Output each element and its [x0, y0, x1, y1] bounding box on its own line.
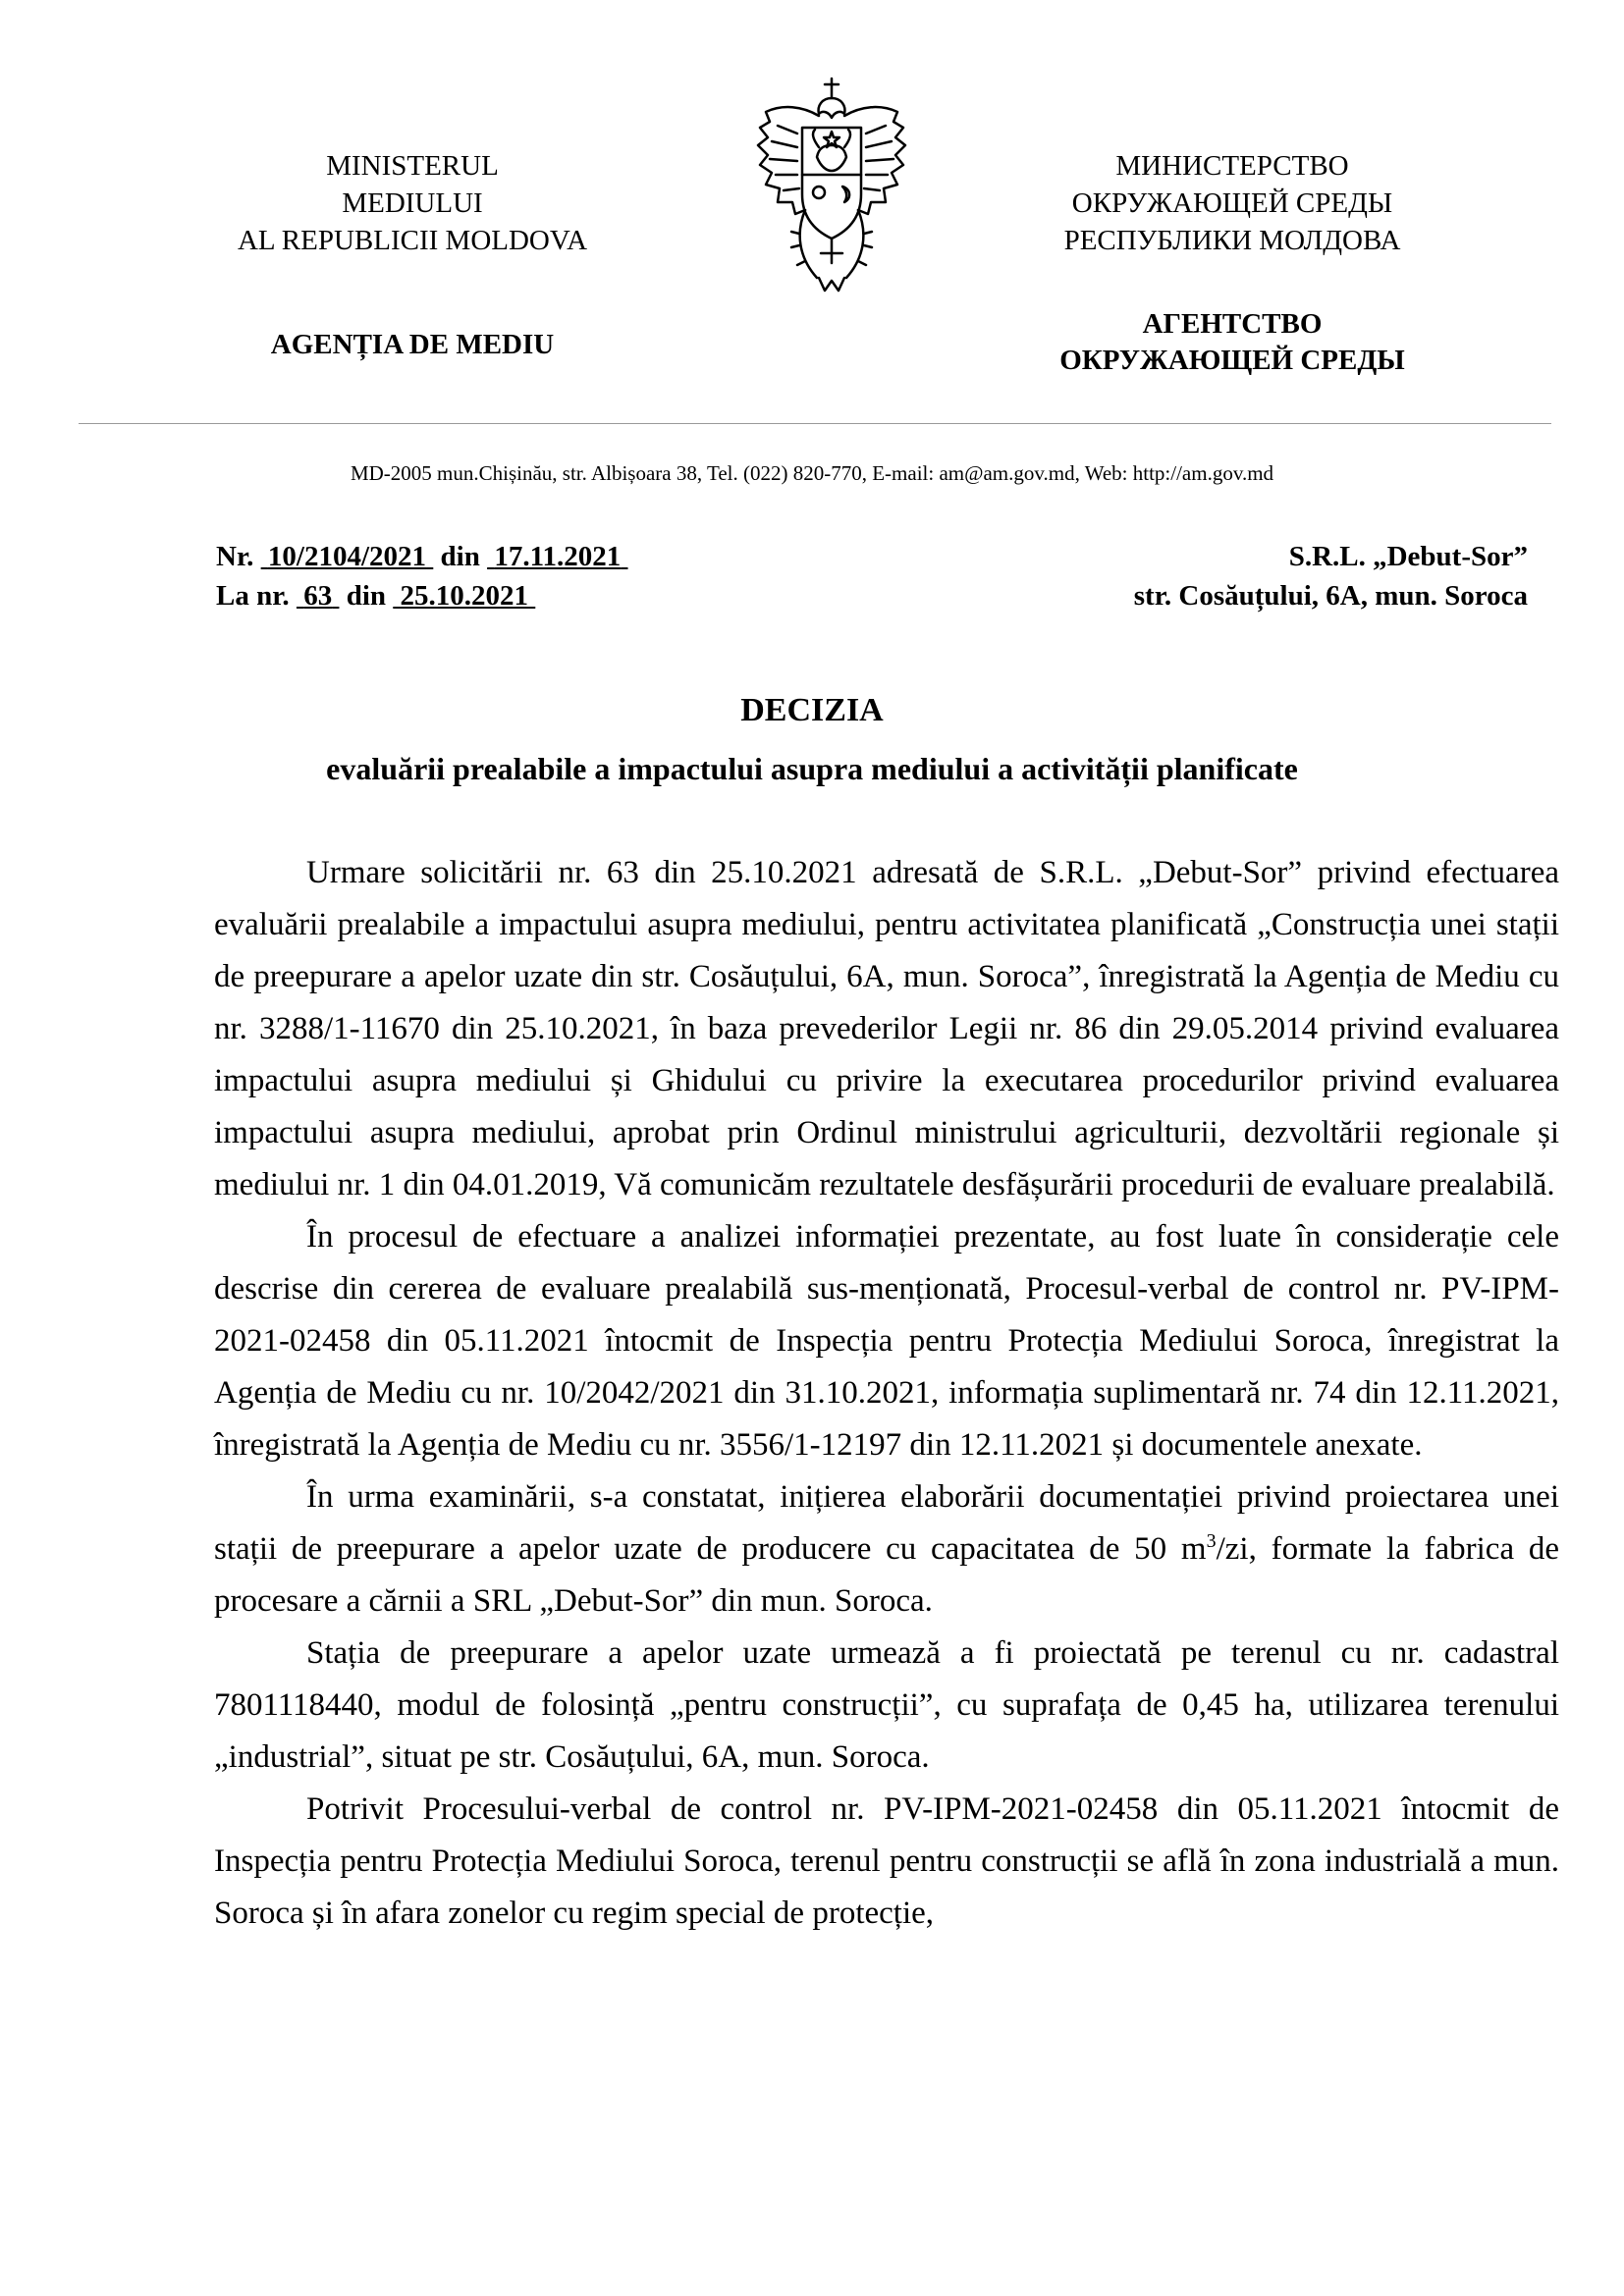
agency-ru-line-2: ОКРУЖАЮЩЕЙ СРЕДЫ [1059, 345, 1405, 376]
document-title: DECIZIA [740, 692, 884, 728]
incoming-reference [216, 576, 628, 615]
document-subtitle: evaluării prealabile a impactului asupra mediului a activității planificate [326, 751, 1298, 786]
ministry-line-1: MINISTERUL [326, 150, 499, 182]
contact-line: MD-2005 mun.Chișinău, str. Albișoara 38, Tel. (022) 820-770, E-mail: am@am.gov.md, Web: http://am.gov.md [350, 461, 1274, 485]
ministry-line-3: AL REPUBLICII MOLDOVA [237, 225, 588, 256]
outgoing-reference [216, 537, 628, 576]
agency-name-russian [1011, 306, 1453, 379]
ministry-header-romanian [206, 147, 619, 259]
paragraph-4: Stația de preepurare a apelor uzate urmează a fi proiectată pe terenul cu nr. cadastral 7801118440, modul de folosință „pentru construcții”, cu suprafața de 0,45 ha, utilizarea terenului „industrial”, situat pe str. Cosăuțului, 6A, mun. Soroca. [214, 1635, 1559, 1775]
la-nr-label: La nr. [216, 580, 290, 612]
la-din-label: din [346, 580, 387, 612]
reference-numbers [216, 537, 628, 615]
ministry-header-russian [1011, 147, 1453, 259]
paragraph-1: Urmare solicitării nr. 63 din 25.10.2021 adresată de S.R.L. „Debut-Sor” privind efectuarea evaluării prealabile a impactului asupra mediului, pentru activitatea planificată „Construcția unei stații de preepurare a apelor uzate din str. Cosăuțului, 6A, mun. Soroca”, înregistrată la Agenția de Mediu cu nr. 3288/1-11670 din 25.10.2021, în baza prevederilor Legii nr. 86 din 29.05.2014 privind evaluarea impactului asupra mediului și Ghidului cu privire la executarea procedurilor privind evaluarea impactului asupra mediului, aprobat prin Ordinul ministrului agriculturii, dezvoltării regionale și mediului nr. 1 din 04.01.2019, Vă comunicăm rezultatele desfășurării procedurii de evaluare prealabilă. [214, 855, 1559, 1202]
moldova-coat-of-arms-icon [748, 77, 915, 293]
ministry-ru-line-2: ОКРУЖАЮЩЕЙ СРЕДЫ [1071, 187, 1393, 219]
header-divider [79, 423, 1551, 424]
recipient-name: S.R.L. „Debut-Sor” [1288, 541, 1528, 572]
la-nr-value: 63 [303, 580, 333, 612]
agency-ru-line-1: АГЕНТСТВО [1142, 308, 1323, 340]
paragraph-5: Potrivit Procesului-verbal de control nr. PV-IPM-2021-02458 din 05.11.2021 întocmit de Inspecția pentru Protecția Mediului Soroca, terenul pentru construcții se află în zona industrială a mun. Soroca și în afara zonelor cu regim special de protecție, [214, 1791, 1559, 1931]
recipient-block [1134, 537, 1528, 615]
nr-date: 17.11.2021 [494, 541, 622, 572]
ministry-ru-line-3: РЕСПУБЛИКИ МОЛДОВА [1063, 225, 1401, 256]
agency-name-romanian: AGENȚIA DE MEDIU [270, 329, 555, 360]
superscript-3: 3 [1206, 1530, 1217, 1552]
din-label: din [440, 541, 480, 572]
ministry-line-2: MEDIULUI [342, 187, 483, 219]
document-body [214, 847, 1559, 1940]
paragraph-3: În urma examinării, s-a constatat, inițierea elaborării documentației privind proiectarea unei stații de preepurare a apelor uzate de producere cu capacitatea de 50 $m^3/zi$, formate la fabrica de procesare a cărnii a SRL „Debut-Sor” din mun. Soroca. [214, 1479, 1559, 1619]
nr-value: 10/2104/2021 [267, 541, 427, 572]
paragraph-2: În procesul de efectuare a analizei informației prezentate, au fost luate în considerație cele descrise din cererea de evaluare prealabilă sus-menționată, Procesul-verbal de control nr. PV-IPM-2021-02458 din 05.11.2021 întocmit de Inspecția pentru Protecția Mediului Soroca, înregistrat la Agenția de Mediu cu nr. 10/2042/2021 din 31.10.2021, informația suplimentară nr. 74 din 12.11.2021, înregistrată la Agenția de Mediu cu nr. 3556/1-12197 din 12.11.2021 și documentele anexate. [214, 1219, 1559, 1463]
recipient-address: str. Cosăuțului, 6A, mun. Soroca [1133, 580, 1528, 612]
ministry-ru-line-1: МИНИСТЕРСТВО [1115, 150, 1349, 182]
la-nr-date: 25.10.2021 [400, 580, 529, 612]
nr-label: Nr. [216, 541, 254, 572]
